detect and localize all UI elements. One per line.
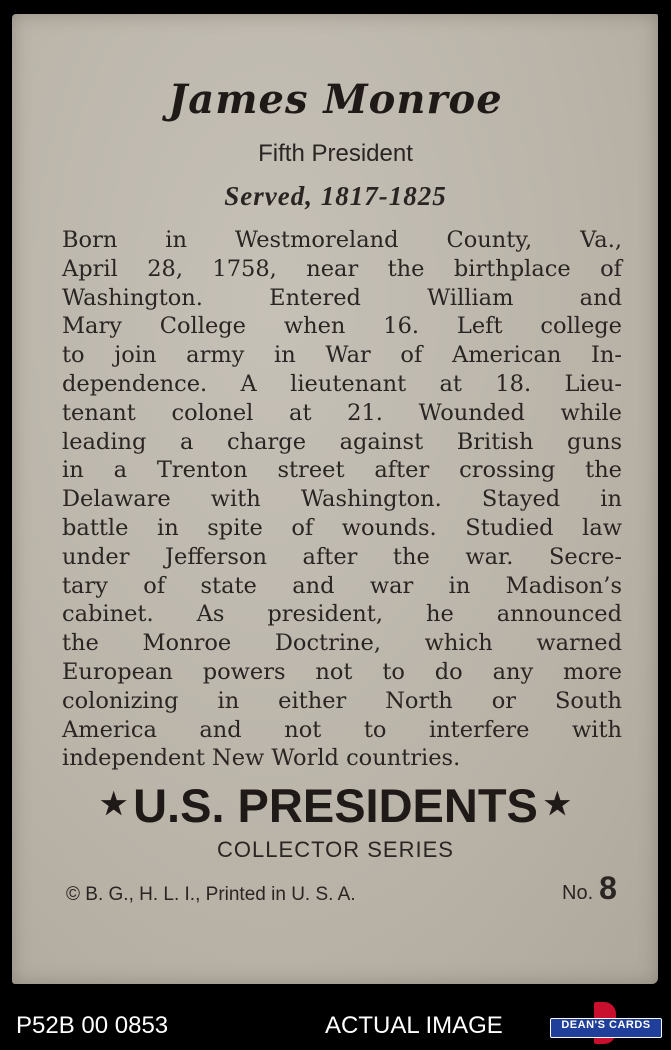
sku-code: P52B 00 0853 xyxy=(16,1012,169,1039)
bio-line: tary of state and war in Madison’s xyxy=(62,572,622,599)
listing-footer xyxy=(0,998,671,1050)
card-number xyxy=(562,870,617,907)
bio-line: Washington. Entered William and xyxy=(62,284,622,311)
bio-line: April 28, 1758, near the birthplace of xyxy=(62,255,622,282)
series-subtitle: COLLECTOR SERIES xyxy=(217,837,454,862)
series-title-text: U.S. PRESIDENTS xyxy=(133,779,538,832)
series-title xyxy=(0,778,671,833)
copyright-notice: © B. G., H. L. I., Printed in U. S. A. xyxy=(66,884,356,905)
bio-line: to join army in War of American In- xyxy=(62,342,622,369)
bio-line: battle in spite of wounds. Studied law xyxy=(62,514,622,541)
card-number-label: No. xyxy=(562,882,594,904)
bio-line: colonizing in either North or South xyxy=(62,687,622,714)
bio-line: dependence. A lieutenant at 18. Lieu- xyxy=(62,370,622,397)
card-number-value: 8 xyxy=(599,870,617,906)
bio-line: leading a charge against British guns xyxy=(62,428,622,455)
bio-line: the Monroe Doctrine, which warned xyxy=(62,630,622,657)
bio-line: Mary College when 16. Left college xyxy=(62,313,622,340)
star-icon: ★ xyxy=(100,788,128,821)
president-ordinal: Fifth President xyxy=(258,140,413,167)
term-served: Served, 1817-1825 xyxy=(224,181,447,211)
bio-line: Born in Westmoreland County, Va., xyxy=(62,227,622,253)
president-name: James Monroe xyxy=(168,76,503,123)
bio-line: independent New World countries. xyxy=(62,745,461,772)
actual-image-label: ACTUAL IMAGE xyxy=(325,1012,503,1039)
biography-text xyxy=(62,226,622,773)
bio-line: cabinet. As president, he announced xyxy=(62,601,622,628)
bio-line: under Jefferson after the war. Secre- xyxy=(62,543,622,570)
star-icon: ★ xyxy=(543,788,571,821)
bio-line: in a Trenton street after crossing the xyxy=(62,457,622,484)
bio-line: America and not to interfere with xyxy=(62,716,622,743)
deans-cards-logo xyxy=(550,1002,662,1046)
logo-text: DEAN'S CARDS xyxy=(561,1019,651,1031)
bio-line: European powers not to do any more xyxy=(62,658,622,685)
bio-line: tenant colonel at 21. Wounded while xyxy=(62,399,622,426)
bio-line: Delaware with Washington. Stayed in xyxy=(62,486,622,513)
